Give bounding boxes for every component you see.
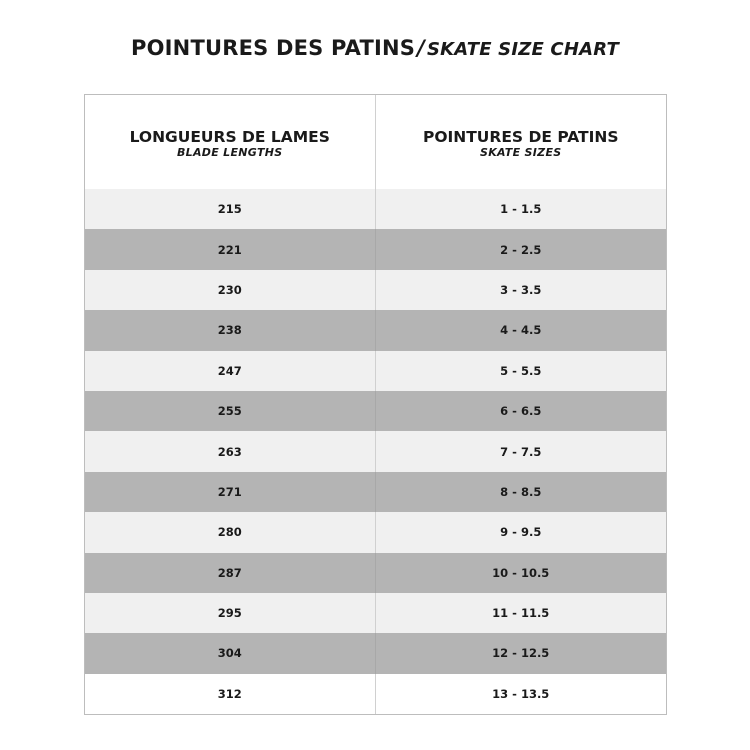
column-title-skate-sizes: POINTURES DE PATINS — [422, 127, 619, 146]
header-blade-lengths — [85, 95, 376, 189]
column-subtitle-blade-lengths: BLADE LENGTHS — [177, 145, 283, 159]
table-row — [85, 431, 666, 471]
page-title — [0, 36, 750, 60]
blade-length-cell: 255 — [85, 391, 376, 431]
skate-size-cell: 4 - 4.5 — [500, 323, 542, 338]
table-row — [85, 674, 666, 714]
blade-length-cell: 295 — [85, 593, 376, 633]
blade-length-cell: 304 — [85, 633, 376, 673]
skate-size-cell: 1 - 1.5 — [500, 202, 542, 217]
table-row — [85, 391, 666, 431]
table-row — [85, 593, 666, 633]
blade-length-cell: 238 — [85, 310, 376, 350]
blade-length-cell: 215 — [85, 189, 376, 229]
table-row — [85, 189, 666, 229]
column-title-blade-lengths: LONGUEURS DE LAMES — [129, 127, 330, 146]
table-row — [85, 553, 666, 593]
blade-length-cell: 287 — [85, 553, 376, 593]
blade-length-cell: 263 — [85, 431, 376, 471]
skate-size-cell: 5 - 5.5 — [500, 363, 542, 378]
table-row — [85, 512, 666, 552]
title-separator: / — [417, 36, 425, 60]
table-row — [85, 633, 666, 673]
skate-size-cell: 3 - 3.5 — [500, 282, 542, 297]
skate-size-cell: 10 - 10.5 — [492, 565, 550, 580]
blade-length-cell: 280 — [85, 512, 376, 552]
table-row — [85, 472, 666, 512]
skate-size-table — [84, 94, 667, 715]
table-header-row — [85, 95, 666, 189]
skate-size-cell: 12 - 12.5 — [492, 646, 550, 661]
header-skate-sizes — [376, 95, 667, 189]
blade-length-cell: 271 — [85, 472, 376, 512]
column-subtitle-skate-sizes: SKATE SIZES — [480, 145, 562, 159]
table-row — [85, 270, 666, 310]
table-row — [85, 310, 666, 350]
blade-length-cell: 230 — [85, 270, 376, 310]
skate-size-cell: 2 - 2.5 — [500, 242, 542, 257]
skate-size-cell: 9 - 9.5 — [500, 525, 542, 540]
blade-length-cell: 221 — [85, 229, 376, 269]
table-body — [85, 189, 666, 714]
skate-size-cell: 8 - 8.5 — [500, 484, 542, 499]
table-row — [85, 229, 666, 269]
table-row — [85, 351, 666, 391]
blade-length-cell: 247 — [85, 351, 376, 391]
title-english: SKATE SIZE CHART — [427, 39, 619, 60]
title-french: POINTURES DES PATINS — [131, 36, 416, 60]
skate-size-cell: 7 - 7.5 — [500, 444, 542, 459]
skate-size-cell: 6 - 6.5 — [500, 404, 542, 419]
blade-length-cell: 312 — [85, 674, 376, 714]
skate-size-cell: 11 - 11.5 — [492, 606, 550, 621]
skate-size-cell: 13 - 13.5 — [492, 686, 550, 701]
